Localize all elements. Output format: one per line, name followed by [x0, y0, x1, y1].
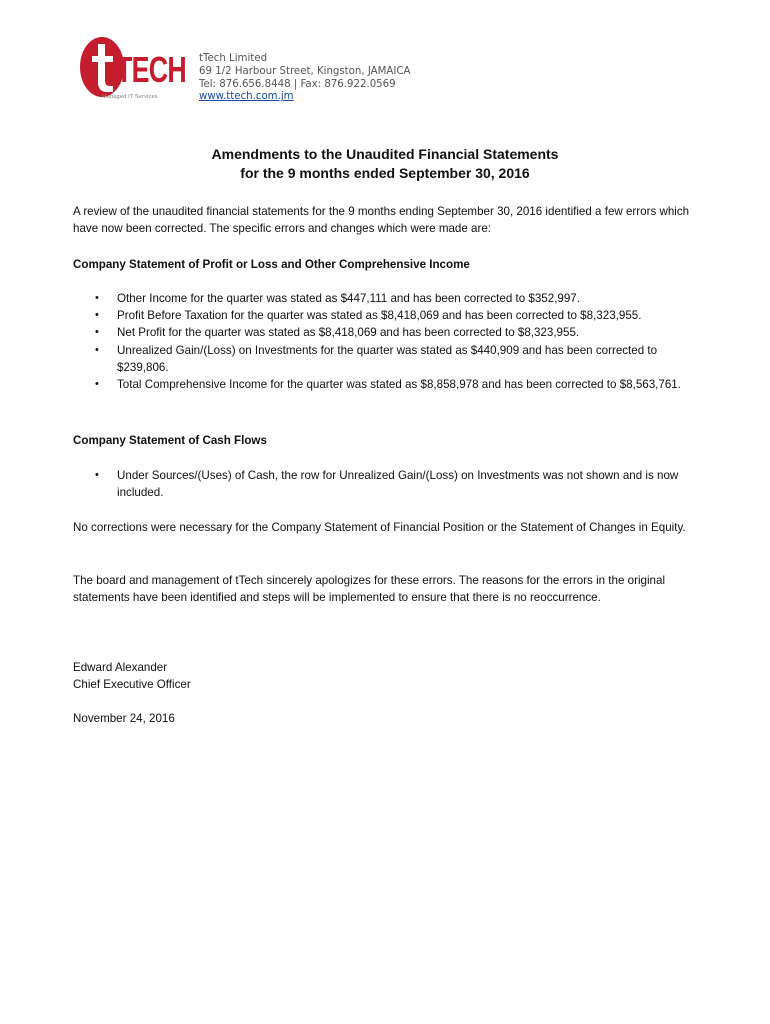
- ttech-logo: [78, 36, 188, 102]
- list-item: • Total Comprehensive Income for the quarter was stated as $8,858,978 and has been corrected to $8,563,761.: [73, 376, 703, 393]
- list-item: • Other Income for the quarter was stated as $447,111 and has been corrected to $352,997.: [73, 290, 703, 307]
- cash-flows-corrections-list: [73, 467, 703, 501]
- company-website-link[interactable]: www.ttech.com.jm: [199, 91, 294, 103]
- svg-text:TECH: TECH: [116, 49, 186, 90]
- company-name: tTech Limited: [199, 53, 268, 64]
- letter-date: November 24, 2016: [73, 712, 175, 725]
- company-contact-block: [199, 53, 411, 104]
- list-item: • Net Profit for the quarter was stated as $8,418,069 and has been corrected to $8,323,955.: [73, 324, 703, 341]
- no-corrections-note: No corrections were necessary for the Company Statement of Financial Position or the Statement of Changes in Equity.: [73, 521, 686, 534]
- title-line-1: Amendments to the Unaudited Financial Statements: [211, 146, 559, 162]
- profit-loss-corrections-list: [73, 290, 703, 393]
- list-item: • Profit Before Taxation for the quarter was stated as $8,418,069 and has been corrected to $8,323,955.: [73, 307, 703, 324]
- signatory-position: Chief Executive Officer: [73, 678, 191, 692]
- signatory-name: Edward Alexander: [73, 661, 168, 674]
- signature-block: [73, 659, 703, 693]
- bullet-icon: •: [95, 309, 99, 322]
- apology-paragraph: The board and management of tTech sincerely apologizes for these errors. The reasons for the errors in the original statements have been identified and steps will be implemented to ensure that there is no reoccurrence.: [73, 574, 666, 605]
- company-phone-fax: Tel: 876.656.8448 | Fax: 876.922.0569: [199, 78, 396, 90]
- document-title: [0, 145, 770, 183]
- bullet-icon: •: [95, 378, 99, 391]
- bullet-icon: •: [95, 469, 99, 481]
- ttech-logo-icon: [78, 36, 188, 98]
- company-address: 69 1/2 Harbour Street, Kingston, JAMAICA: [199, 65, 411, 77]
- list-item: • Under Sources/(Uses) of Cash, the row for Unrealized Gain/(Loss) on Investments was not shown and is now included.: [95, 469, 679, 500]
- bullet-icon: •: [95, 292, 99, 304]
- section-heading-profit-loss: Company Statement of Profit or Loss and Other Comprehensive Income: [73, 258, 470, 271]
- logo-tagline: Managed IT Services: [102, 94, 158, 100]
- intro-paragraph: A review of the unaudited financial statements for the 9 months ending September 30, 2016 identified a few errors which have now been corrected. The specific errors and changes which were made are:: [73, 205, 690, 236]
- list-item: • Unrealized Gain/(Loss) on Investments for the quarter was stated as $440,909 and has been corrected to $239,806.: [95, 343, 658, 374]
- title-line-2: for the 9 months ended September 30, 2016: [240, 165, 530, 181]
- section-heading-cash-flows: Company Statement of Cash Flows: [73, 434, 267, 447]
- bullet-icon: •: [95, 326, 99, 339]
- bullet-icon: •: [95, 343, 99, 356]
